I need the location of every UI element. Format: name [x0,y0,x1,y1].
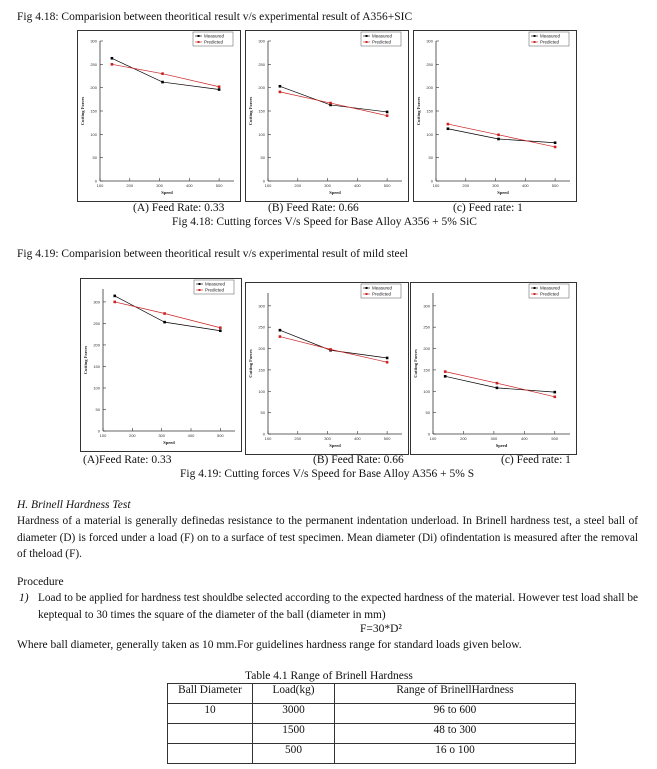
y-tick-label: 0 [430,178,433,184]
legend-marker-predicted [198,41,200,43]
x-tick-label: 100 [264,183,272,188]
list-marker: 1) [19,592,29,604]
table-header-row [168,684,576,704]
y-axis-label: Cutting Forces [413,349,418,378]
data-point-measured [219,329,222,332]
x-tick-label: 300 [490,436,498,441]
x-tick-label: 300 [158,433,166,438]
x-tick-label: 200 [462,183,470,188]
x-tick-label: 200 [294,183,302,188]
x-tick-label: 500 [383,183,391,188]
x-tick-label: 400 [353,436,361,441]
table-header-load: Load(kg) [253,684,335,704]
x-tick-label: 300 [324,183,331,188]
y-tick-label: 250 [258,324,265,330]
y-tick-label: 100 [93,385,100,391]
data-point-predicted [554,146,557,149]
data-point-predicted [111,63,114,66]
data-point-predicted [447,123,450,126]
y-tick-label: 200 [258,346,265,352]
legend-label-predicted: Predicted [205,287,225,293]
y-tick-label: 300 [258,38,265,44]
fig18-caption: Fig 4.18: Cutting forces V/s Speed for Base Alloy A356 + 5% SiC [172,216,477,228]
table-cell: 1500 [253,724,335,744]
data-point-measured [444,375,447,378]
table-cell: 96 to 600 [335,704,576,724]
data-point-predicted [163,312,166,315]
x-axis-label: Speed [497,190,509,195]
data-point-measured [113,295,116,298]
data-point-predicted [329,348,332,351]
series-line-measured [280,330,387,358]
x-tick-label: 400 [187,433,195,438]
legend-marker-measured [366,35,368,37]
x-tick-label: 300 [492,183,499,188]
data-point-predicted [386,114,389,117]
legend-label-measured: Measured [372,33,393,39]
data-point-predicted [218,85,221,88]
legend-label-predicted: Predicted [372,291,392,297]
data-point-predicted [497,134,500,137]
chart-fig19-b [245,282,409,455]
fig19-sublabel-b: (B) Feed Rate: 0.66 [313,454,404,466]
y-tick-label: 50 [428,155,433,161]
y-tick-label: 200 [423,346,430,352]
table-cell: 16 o 100 [335,744,576,764]
fig19-caption: Fig 4.19: Cutting forces V/s Speed for Base Alloy A356 + 5% S [180,468,475,480]
x-axis-label: Speed [329,190,341,195]
table-row [168,704,576,724]
x-tick-label: 200 [294,436,302,441]
legend-marker-predicted [534,293,536,295]
data-point-measured [386,111,389,114]
series-line-measured [280,86,387,112]
y-tick-label: 200 [258,85,265,91]
data-point-predicted [553,396,556,399]
y-tick-label: 300 [426,38,433,44]
chart-fig19-a [80,278,242,452]
x-tick-label: 200 [460,436,467,441]
y-tick-label: 150 [90,108,97,114]
legend-label-measured: Measured [372,285,393,291]
chart-fig19-c [410,282,577,455]
x-tick-label: 300 [324,436,331,441]
x-tick-label: 400 [521,183,529,188]
y-tick-label: 150 [258,367,265,373]
series-line-measured [112,58,219,89]
legend-label-predicted: Predicted [204,39,224,45]
y-tick-label: 300 [90,38,97,44]
formula: F=30*D² [360,623,402,635]
y-axis-label: Cutting Forces [248,96,253,126]
y-tick-label: 150 [258,108,265,114]
data-point-measured [386,357,389,360]
y-tick-label: 250 [90,61,97,67]
y-tick-label: 150 [93,363,100,369]
paragraph-hardness-definition: Hardness of a material is generally definedas resistance to the permanent indentation underload. In Brinell hardness test, a steel ball of diameter (D) is forced under a load (F) on to a surface of test specimen. Mean diameter (Di) ofindentation is measured after the removal of theload (F). [17,515,638,560]
legend-label-predicted: Predicted [372,39,392,45]
table-header-range: Range of BrinellHardness [335,684,576,704]
legend-marker-predicted [199,289,201,291]
x-tick-label: 400 [353,183,361,188]
data-point-predicted [113,301,116,304]
series-line-predicted [280,92,387,116]
legend-label-measured: Measured [540,33,561,39]
y-axis-label: Cutting Forces [416,96,421,126]
data-point-predicted [329,102,332,105]
legend-marker-measured [534,287,536,289]
y-tick-label: 100 [426,131,433,137]
fig18-sublabel-c: (c) Feed rate: 1 [453,202,523,214]
data-point-measured [496,387,499,390]
paragraph-load-selection: Load to be applied for hardness test shouldbe selected according to the expected hardness of the material. However test load shall be keptequal to 30 times the square of the diameter of the ball (diameter in mm) [38,592,638,621]
table-cell [168,724,253,744]
x-axis-label: Speed [163,440,175,445]
y-axis-label: Cutting Forces [248,349,253,378]
y-tick-label: 200 [90,85,97,91]
legend-marker-measured [366,287,368,289]
table-cell: 3000 [253,704,335,724]
procedure-heading: Procedure [17,576,64,588]
x-tick-label: 500 [551,183,559,188]
paragraph-ball-diameter: Where ball diameter, generally taken as 10 mm.For guidelines hardness range for standard loads given below. [17,639,522,651]
data-point-predicted [386,361,389,364]
data-point-predicted [496,382,499,385]
chart-fig18-a [77,30,241,202]
y-tick-label: 250 [93,320,100,326]
y-tick-label: 250 [423,324,430,330]
data-point-predicted [279,91,282,94]
y-tick-label: 300 [423,303,430,309]
legend-marker-measured [199,283,201,285]
y-tick-label: 100 [258,131,265,137]
y-tick-label: 100 [90,131,97,137]
table-row [168,744,576,764]
series-line-predicted [115,302,221,328]
x-tick-label: 200 [128,433,136,438]
table-cell: 48 to 300 [335,724,576,744]
data-point-measured [554,141,557,144]
y-tick-label: 250 [258,61,265,67]
legend-label-measured: Measured [204,33,225,39]
brinell-table [167,683,576,764]
data-point-measured [111,57,114,60]
x-tick-label: 100 [264,436,272,441]
y-axis-label: Cutting Forces [83,345,88,375]
y-tick-label: 250 [426,61,433,67]
x-axis-label: Speed [161,190,173,195]
y-tick-label: 150 [426,108,433,114]
legend-label-predicted: Predicted [540,291,560,297]
series-line-predicted [112,64,219,86]
data-point-predicted [161,72,164,75]
y-tick-label: 50 [95,406,100,412]
table-cell: 500 [253,744,335,764]
x-tick-label: 100 [432,183,440,188]
data-point-measured [497,138,500,141]
fig18-title: Fig 4.18: Comparision between theoritical result v/s experimental result of A356+SIC [17,11,413,23]
x-axis-label: Speed [495,443,508,448]
y-tick-label: 50 [260,155,265,161]
table-header-ball-diameter: Ball Diameter [168,684,253,704]
x-tick-label: 100 [96,183,104,188]
series-line-predicted [445,372,555,397]
series-line-predicted [280,337,387,363]
data-point-measured [279,329,282,332]
y-tick-label: 150 [423,367,430,373]
x-tick-label: 100 [99,433,107,438]
y-tick-label: 0 [94,178,97,184]
y-axis-label: Cutting Forces [80,96,85,126]
x-tick-label: 500 [215,183,223,188]
data-point-measured [553,391,556,394]
series-line-predicted [448,124,555,147]
y-tick-label: 200 [93,342,100,348]
chart-fig18-b [245,30,409,202]
table-cell [168,744,253,764]
x-tick-label: 300 [156,183,163,188]
legend-marker-predicted [534,41,536,43]
x-axis-label: Speed [329,443,341,448]
table-caption: Table 4.1 Range of Brinell Hardness [245,670,413,682]
legend-marker-predicted [366,41,368,43]
table-row [168,724,576,744]
fig18-sublabel-a: (A) Feed Rate: 0.33 [133,202,225,214]
data-point-measured [161,81,164,84]
x-tick-label: 500 [216,433,224,438]
table-cell: 10 [168,704,253,724]
y-tick-label: 50 [92,155,97,161]
y-tick-label: 0 [97,428,100,434]
x-tick-label: 400 [520,436,528,441]
x-tick-label: 500 [383,436,391,441]
y-tick-label: 0 [427,431,430,437]
y-tick-label: 100 [423,388,430,394]
legend-marker-measured [198,35,200,37]
y-tick-label: 300 [93,299,100,305]
y-tick-label: 200 [426,85,433,91]
data-point-predicted [219,326,222,329]
y-tick-label: 100 [258,388,265,394]
x-tick-label: 400 [185,183,193,188]
data-point-measured [163,321,166,324]
fig19-sublabel-a: (A)Feed Rate: 0.33 [83,454,172,466]
x-tick-label: 500 [551,436,559,441]
x-tick-label: 200 [126,183,134,188]
legend-label-predicted: Predicted [540,39,560,45]
legend-label-measured: Measured [540,285,561,291]
section-heading: H. Brinell Hardness Test [17,499,131,511]
x-tick-label: 100 [429,436,437,441]
y-tick-label: 0 [262,431,265,437]
legend-marker-predicted [366,293,368,295]
y-tick-label: 300 [258,303,265,309]
data-point-measured [279,85,282,88]
fig18-sublabel-b: (B) Feed Rate: 0.66 [268,202,359,214]
data-point-measured [218,88,221,91]
chart-fig18-c [413,30,577,202]
data-point-predicted [444,370,447,373]
y-tick-label: 50 [425,410,430,416]
y-tick-label: 50 [260,410,265,416]
series-line-measured [115,296,221,331]
fig19-sublabel-c: (c) Feed rate: 1 [501,454,571,466]
data-point-predicted [279,335,282,338]
fig19-title: Fig 4.19: Comparision between theoritical result v/s experimental result of mild steel [17,248,408,260]
y-tick-label: 0 [262,178,265,184]
legend-label-measured: Measured [205,281,226,287]
legend-marker-measured [534,35,536,37]
data-point-measured [447,127,450,130]
